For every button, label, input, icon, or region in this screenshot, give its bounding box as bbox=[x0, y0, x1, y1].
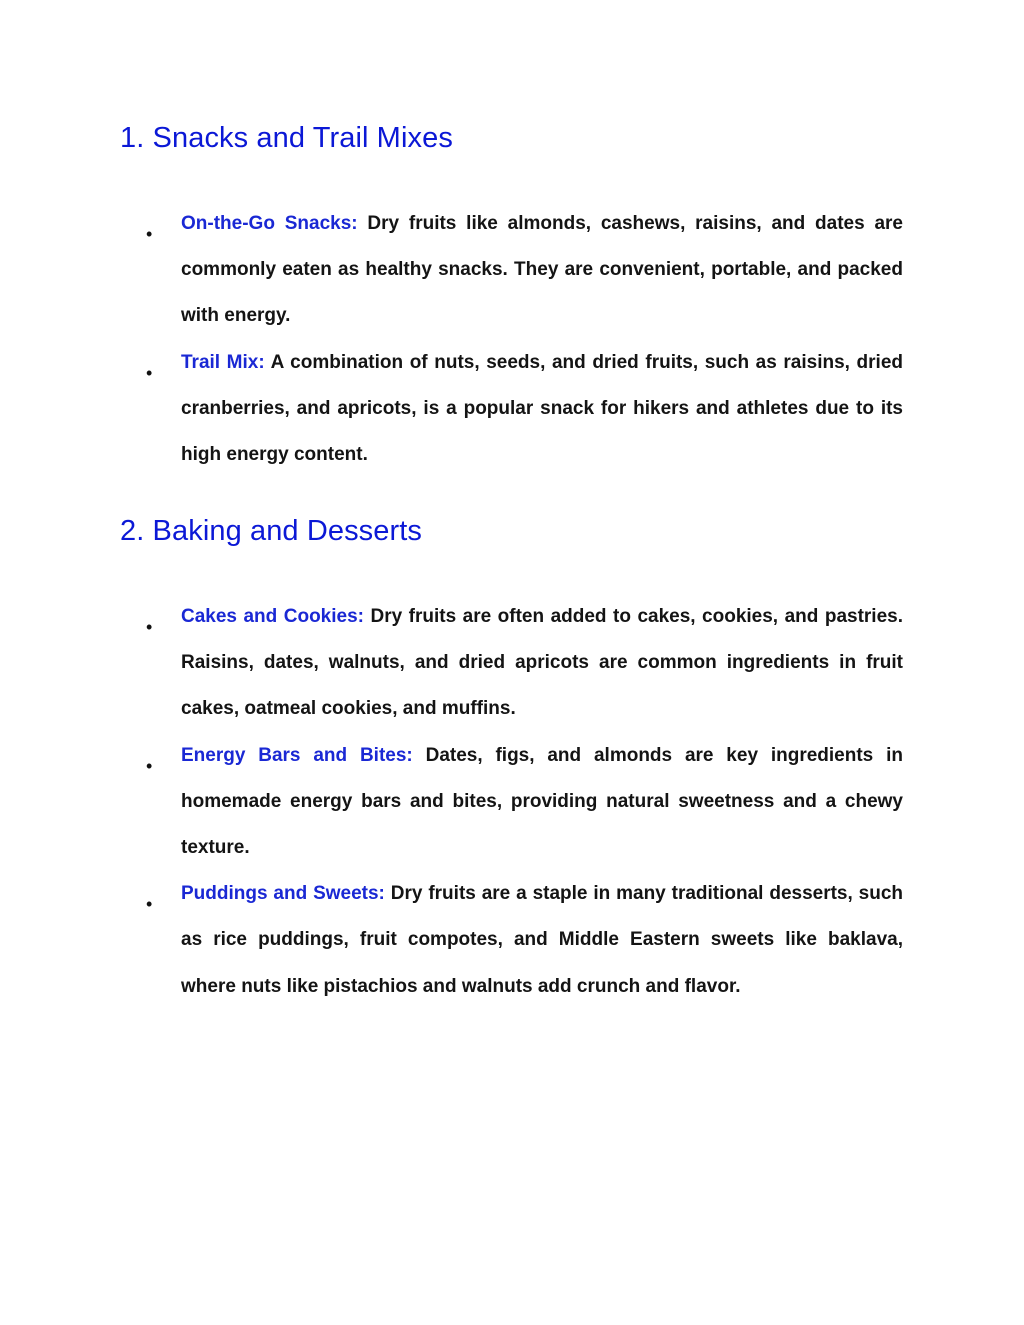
item-body: A combination of nuts, seeds, and dried fruits, such as raisins, dried cranberries, and apricots, is a popular snack for hikers and athletes due to its high energy content. bbox=[181, 351, 903, 466]
bullet-icon: • bbox=[146, 617, 153, 637]
list-item bbox=[0, 871, 1024, 1010]
section-heading-baking: 2. Baking and Desserts bbox=[120, 515, 423, 547]
bullet-list-snacks bbox=[0, 201, 1024, 478]
item-label: Puddings and Sweets: bbox=[181, 883, 385, 905]
item-body: Dry fruits like almonds, cashews, raisins, and dates are commonly eaten as healthy snacks. They are convenient, portable, and packed with energy. bbox=[181, 213, 903, 327]
bullet-icon: • bbox=[146, 894, 153, 915]
list-item bbox=[0, 594, 1024, 733]
item-body: Dates, figs, and almonds are key ingredients in homemade energy bars and bites, providing natural sweetness and a chewy texture. bbox=[181, 744, 903, 859]
item-body: Dry fruits are a staple in many traditional desserts, such as rice puddings, fruit compotes, and Middle Eastern sweets like baklava, where nuts like pistachios and walnuts add crunch and flavor. bbox=[181, 883, 903, 997]
item-body: Dry fruits are often added to cakes, cookies, and pastries. Raisins, dates, walnuts, and dried apricots are common ingredients in fruit cakes, oatmeal cookies, and muffins. bbox=[181, 606, 903, 720]
list-item bbox=[0, 733, 1024, 872]
list-item-text bbox=[181, 340, 903, 479]
list-item-text bbox=[181, 871, 903, 1010]
bullet-icon: • bbox=[146, 362, 153, 383]
list-item-text bbox=[181, 201, 903, 340]
list-item-text bbox=[181, 733, 903, 872]
list-item-text bbox=[181, 594, 903, 733]
item-label: Cakes and Cookies: bbox=[181, 606, 364, 627]
bullet-list-baking bbox=[0, 594, 1024, 1010]
list-item bbox=[0, 201, 1024, 340]
item-label: Trail Mix: bbox=[181, 351, 265, 373]
item-label: Energy Bars and Bites: bbox=[181, 744, 413, 766]
item-label: On-the-Go Snacks: bbox=[181, 213, 358, 234]
bullet-icon: • bbox=[146, 224, 153, 244]
bullet-icon: • bbox=[146, 755, 153, 776]
list-item bbox=[0, 340, 1024, 479]
section-heading-snacks: 1. Snacks and Trail Mixes bbox=[120, 122, 453, 154]
